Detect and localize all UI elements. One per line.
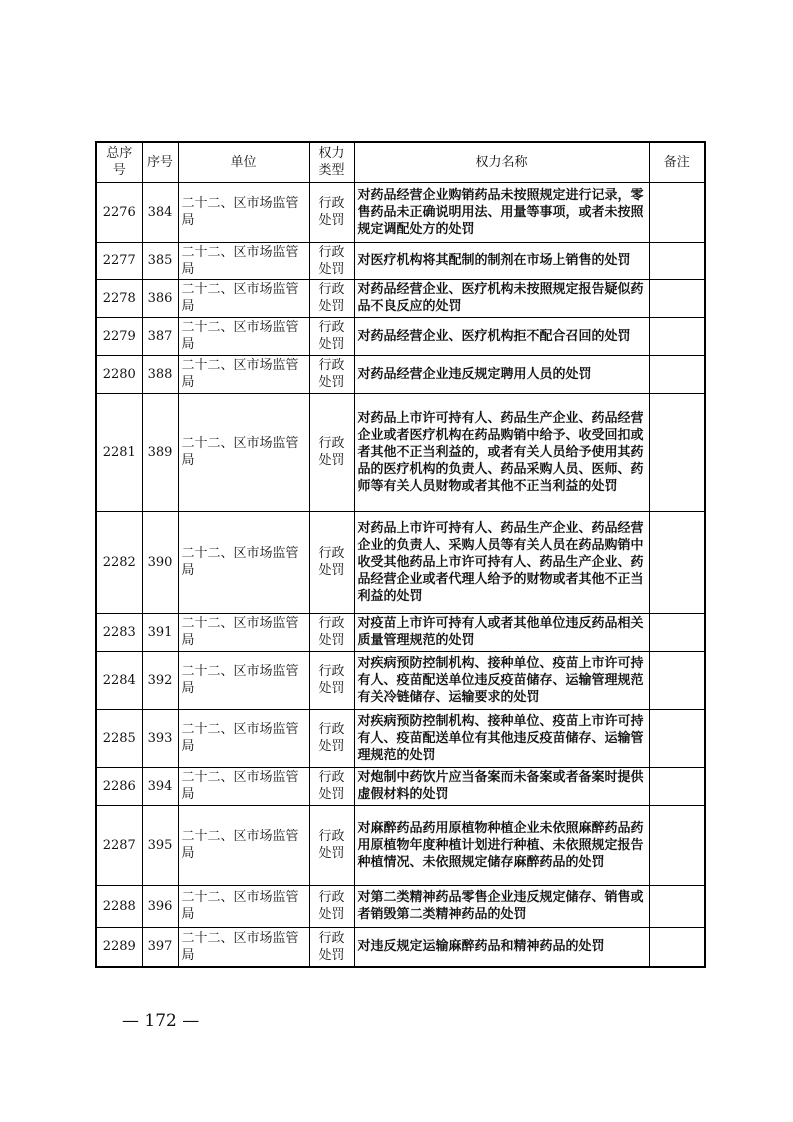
cell-unit: 二十二、区市场监管局	[178, 279, 309, 317]
cell-unit: 二十二、区市场监管局	[178, 613, 309, 651]
cell-power-name: 对炮制中药饮片应当备案而未备案或者备案时提供虚假材料的处罚	[354, 767, 649, 805]
cell-remark	[649, 242, 705, 279]
header-seq-no: 序号	[142, 142, 178, 182]
cell-seq-no: 389	[142, 393, 178, 511]
cell-power-name: 对医疗机构将其配制的制剂在市场上销售的处罚	[354, 242, 649, 279]
table-row	[96, 355, 705, 393]
cell-remark	[649, 805, 705, 885]
page-number: — 172 —	[122, 1011, 200, 1031]
cell-unit: 二十二、区市场监管局	[178, 182, 309, 242]
table-row	[96, 767, 705, 805]
cell-power-type: 行政处罚	[309, 182, 354, 242]
table-row	[96, 651, 705, 709]
table-row	[96, 885, 705, 927]
cell-power-type: 行政处罚	[309, 927, 354, 967]
cell-seq-no: 391	[142, 613, 178, 651]
cell-total-no: 2280	[96, 355, 142, 393]
cell-seq-no: 385	[142, 242, 178, 279]
cell-power-type: 行政处罚	[309, 885, 354, 927]
cell-remark	[649, 709, 705, 767]
cell-seq-no: 397	[142, 927, 178, 967]
cell-total-no: 2288	[96, 885, 142, 927]
cell-total-no: 2277	[96, 242, 142, 279]
power-list-table	[95, 141, 706, 968]
cell-total-no: 2286	[96, 767, 142, 805]
cell-unit: 二十二、区市场监管局	[178, 242, 309, 279]
cell-seq-no: 394	[142, 767, 178, 805]
table-row	[96, 709, 705, 767]
cell-remark	[649, 182, 705, 242]
cell-power-type: 行政处罚	[309, 767, 354, 805]
cell-power-type: 行政处罚	[309, 393, 354, 511]
cell-seq-no: 392	[142, 651, 178, 709]
cell-seq-no: 396	[142, 885, 178, 927]
table-row	[96, 182, 705, 242]
cell-seq-no: 384	[142, 182, 178, 242]
cell-unit: 二十二、区市场监管局	[178, 767, 309, 805]
cell-unit: 二十二、区市场监管局	[178, 355, 309, 393]
table-body	[96, 182, 705, 967]
header-power-name: 权力名称	[354, 142, 649, 182]
header-unit: 单位	[178, 142, 309, 182]
cell-total-no: 2279	[96, 317, 142, 355]
cell-power-name: 对药品经营企业、医疗机构拒不配合召回的处罚	[354, 317, 649, 355]
cell-seq-no: 390	[142, 511, 178, 613]
cell-unit: 二十二、区市场监管局	[178, 709, 309, 767]
cell-remark	[649, 927, 705, 967]
header-remark: 备注	[649, 142, 705, 182]
cell-power-name: 对药品上市许可持有人、药品生产企业、药品经营企业的负责人、采购人员等有关人员在药品购销中收受其他药品上市许可持有人、药品生产企业、药品经营企业或者代理人给予的财物或者其他不正当利益的处罚	[354, 511, 649, 613]
cell-total-no: 2283	[96, 613, 142, 651]
table-row	[96, 805, 705, 885]
table-row	[96, 927, 705, 967]
cell-power-name: 对第二类精神药品零售企业违反规定储存、销售或者销毁第二类精神药品的处罚	[354, 885, 649, 927]
cell-remark	[649, 279, 705, 317]
cell-total-no: 2282	[96, 511, 142, 613]
table-row	[96, 279, 705, 317]
cell-power-name: 对麻醉药品药用原植物种植企业未依照麻醉药品药用原植物年度种植计划进行种植、未依照规定报告种植情况、未依照规定储存麻醉药品的处罚	[354, 805, 649, 885]
cell-power-type: 行政处罚	[309, 613, 354, 651]
cell-power-name: 对药品上市许可持有人、药品生产企业、药品经营企业或者医疗机构在药品购销中给予、收受回扣或者其他不正当利益的，或者有关人员给予使用其药品的医疗机构的负责人、药品采购人员、医师、药师等有关人员财物或者其他不正当利益的处罚	[354, 393, 649, 511]
cell-remark	[649, 613, 705, 651]
cell-power-name: 对疫苗上市许可持有人或者其他单位违反药品相关质量管理规范的处罚	[354, 613, 649, 651]
cell-total-no: 2289	[96, 927, 142, 967]
cell-total-no: 2287	[96, 805, 142, 885]
cell-power-type: 行政处罚	[309, 355, 354, 393]
cell-total-no: 2276	[96, 182, 142, 242]
cell-power-type: 行政处罚	[309, 805, 354, 885]
cell-total-no: 2285	[96, 709, 142, 767]
cell-total-no: 2278	[96, 279, 142, 317]
cell-remark	[649, 885, 705, 927]
cell-power-type: 行政处罚	[309, 709, 354, 767]
cell-unit: 二十二、区市场监管局	[178, 393, 309, 511]
cell-power-name: 对违反规定运输麻醉药品和精神药品的处罚	[354, 927, 649, 967]
cell-seq-no: 387	[142, 317, 178, 355]
cell-remark	[649, 355, 705, 393]
cell-power-type: 行政处罚	[309, 242, 354, 279]
cell-seq-no: 388	[142, 355, 178, 393]
table-header-row	[96, 142, 705, 182]
table-row	[96, 511, 705, 613]
cell-power-name: 对药品经营企业违反规定聘用人员的处罚	[354, 355, 649, 393]
cell-power-type: 行政处罚	[309, 279, 354, 317]
cell-total-no: 2284	[96, 651, 142, 709]
cell-power-name: 对疾病预防控制机构、接种单位、疫苗上市许可持有人、疫苗配送单位有其他违反疫苗储存、运输管理规范的处罚	[354, 709, 649, 767]
table-row	[96, 317, 705, 355]
cell-unit: 二十二、区市场监管局	[178, 885, 309, 927]
header-total-no: 总序号	[96, 142, 142, 182]
cell-total-no: 2281	[96, 393, 142, 511]
cell-unit: 二十二、区市场监管局	[178, 511, 309, 613]
cell-power-type: 行政处罚	[309, 511, 354, 613]
cell-unit: 二十二、区市场监管局	[178, 927, 309, 967]
cell-seq-no: 393	[142, 709, 178, 767]
cell-remark	[649, 317, 705, 355]
table-row	[96, 242, 705, 279]
table-row	[96, 613, 705, 651]
cell-unit: 二十二、区市场监管局	[178, 317, 309, 355]
cell-unit: 二十二、区市场监管局	[178, 805, 309, 885]
cell-remark	[649, 767, 705, 805]
header-power-type: 权力类型	[309, 142, 354, 182]
cell-remark	[649, 651, 705, 709]
cell-power-type: 行政处罚	[309, 651, 354, 709]
cell-power-name: 对药品经营企业、医疗机构未按照规定报告疑似药品不良反应的处罚	[354, 279, 649, 317]
cell-power-name: 对疾病预防控制机构、接种单位、疫苗上市许可持有人、疫苗配送单位违反疫苗储存、运输管理规范有关冷链储存、运输要求的处罚	[354, 651, 649, 709]
cell-seq-no: 395	[142, 805, 178, 885]
cell-power-name: 对药品经营企业购销药品未按照规定进行记录，零售药品未正确说明用法、用量等事项，或者未按照规定调配处方的处罚	[354, 182, 649, 242]
table-row	[96, 393, 705, 511]
cell-remark	[649, 393, 705, 511]
cell-unit: 二十二、区市场监管局	[178, 651, 309, 709]
cell-remark	[649, 511, 705, 613]
cell-power-type: 行政处罚	[309, 317, 354, 355]
cell-seq-no: 386	[142, 279, 178, 317]
